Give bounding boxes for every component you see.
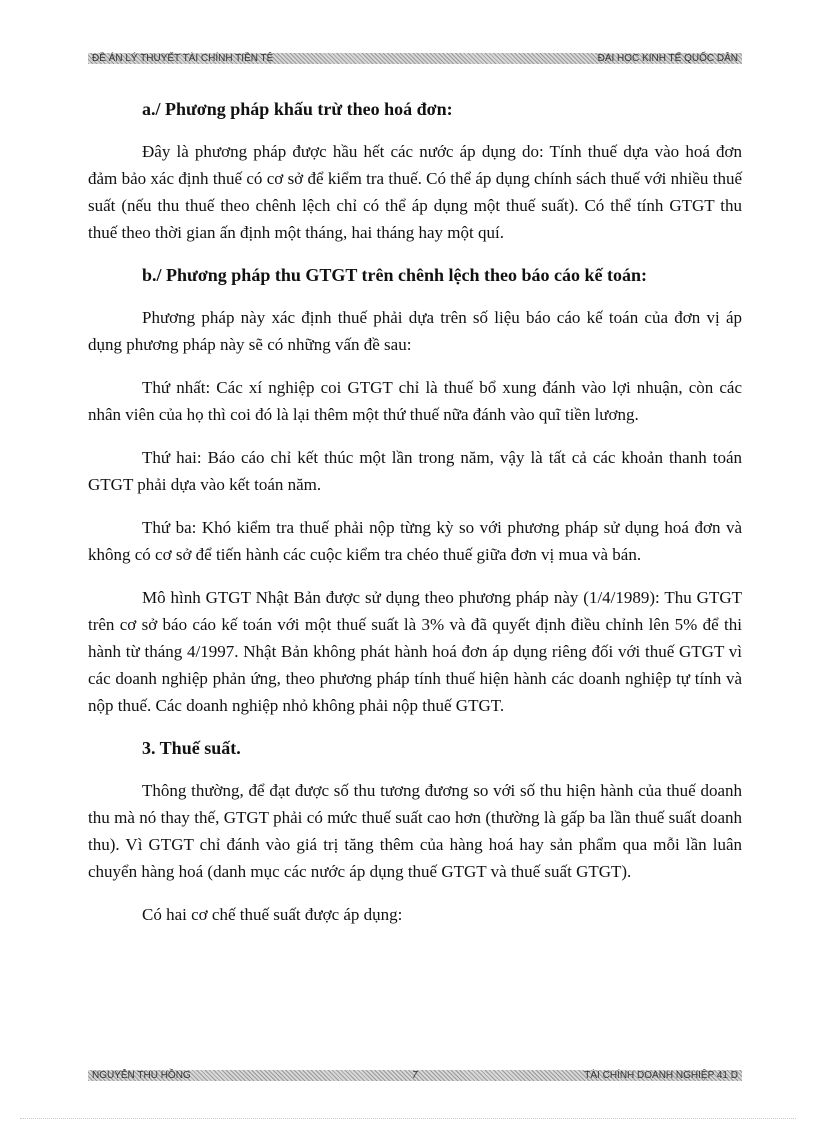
page-header xyxy=(88,53,742,64)
footer-author: NGUYỄN THU HỒNG xyxy=(92,1070,191,1081)
page-number: 7 xyxy=(412,1070,418,1081)
paragraph: Mô hình GTGT Nhật Bản được sử dụng theo phương pháp này (1/4/1989): Thu GTGT trên cơ sở báo cáo kế toán với một thuế suất là 3% và đã quyết định điều chỉnh lên 5% để thi hành từ tháng 4/1997. Nhật Bản không phát hành hoá đơn áp dụng riêng đối với thuế GTGT vì các doanh nghiệp phản ứng, theo phương pháp tính thuế hiện hành các doanh nghiệp tự tính và nộp thuế. Các doanh nghiệp nhỏ không phải nộp thuế GTGT. xyxy=(88,588,742,715)
paragraph: Thứ ba: Khó kiểm tra thuế phải nộp từng kỳ so với phương pháp sử dụng hoá đơn và không có cơ sở để tiến hành các cuộc kiểm tra chéo thuế giữa đơn vị mua và bán. xyxy=(88,518,742,564)
document-body xyxy=(88,96,742,944)
paragraph: Thứ nhất: Các xí nghiệp coi GTGT chỉ là thuế bổ xung đánh vào lợi nhuận, còn các nhân viên của họ thì coi đó là lại thêm một thứ thuế nữa đánh vào quĩ tiền lương. xyxy=(88,378,742,424)
section-heading-3: 3. Thuế suất. xyxy=(142,738,241,758)
paragraph: Thứ hai: Báo cáo chỉ kết thúc một lần trong năm, vậy là tất cả các khoản thanh toán GTGT phải dựa vào kết toán năm. xyxy=(88,448,742,494)
paragraph: Thông thường, để đạt được số thu tương đương so với số thu hiện hành của thuế doanh thu mà nó thay thế, GTGT phải có mức thuế suất cao hơn (thường là gấp ba lần thuế suất doanh thu). Vì GTGT chỉ đánh vào giá trị tăng thêm của hàng hoá hay sản phẩm qua mỗi lần luân chuyển hàng hoá (danh mục các nước áp dụng thuế GTGT và thuế suất GTGT). xyxy=(88,781,742,881)
header-left-text: ĐỀ ÁN LÝ THUYẾT TÀI CHÍNH TIỀN TỆ xyxy=(92,53,274,64)
page-footer xyxy=(88,1070,742,1081)
section-heading-a: a./ Phương pháp khấu trừ theo hoá đơn: xyxy=(142,99,453,119)
paragraph: Có hai cơ chế thuế suất được áp dụng: xyxy=(142,905,403,924)
paragraph: Đây là phương pháp được hầu hết các nước áp dụng do: Tính thuế dựa vào hoá đơn đảm bảo xác định thuế có cơ sở để kiểm tra thuế. Có thể áp dụng chính sách thuế với nhiều thuế suất (nếu thu thuế theo chênh lệch chỉ có thể áp dụng một thuế suất). Có thể tính GTGT thu thuế theo thời gian ấn định một tháng, hai tháng hay một quí. xyxy=(88,142,742,242)
section-heading-b: b./ Phương pháp thu GTGT trên chênh lệch theo báo cáo kế toán: xyxy=(142,265,648,285)
paragraph: Phương pháp này xác định thuế phải dựa trên số liệu báo cáo kế toán của đơn vị áp dụng phương pháp này sẽ có những vấn đề sau: xyxy=(88,308,742,354)
page-separator xyxy=(20,1118,796,1119)
header-right-text: ĐẠI HỌC KINH TẾ QUỐC DÂN xyxy=(597,53,738,64)
footer-right-text: TÀI CHÍNH DOANH NGHIỆP 41 D xyxy=(584,1070,738,1081)
